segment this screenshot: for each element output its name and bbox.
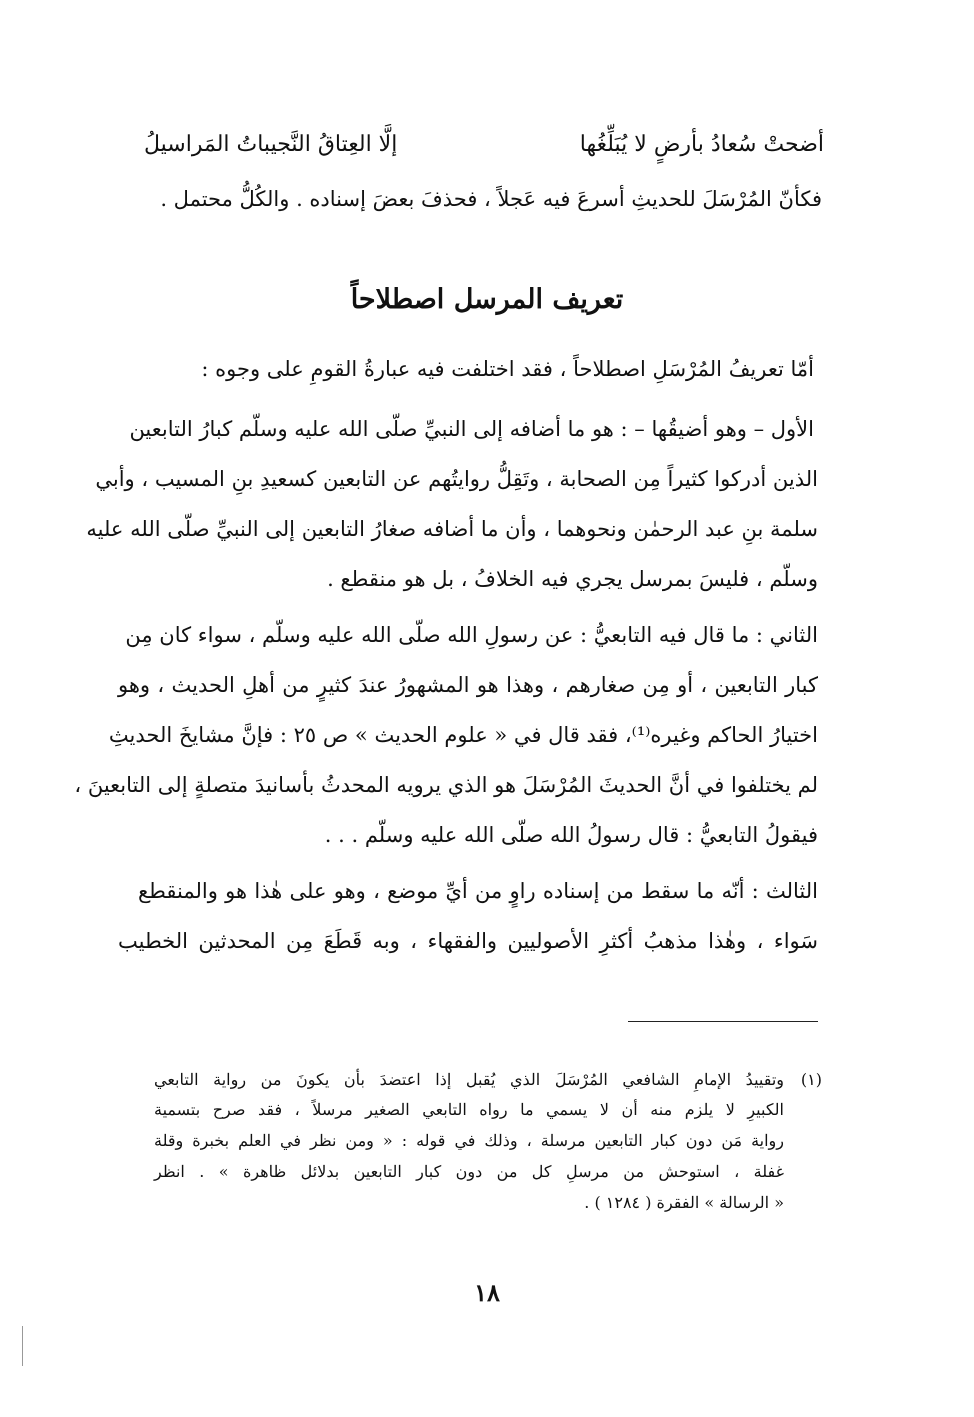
poem-first-hemistich: أضحتْ سُعادُ بأرضٍ لا يُبَلِّغُها <box>579 132 824 157</box>
paragraph-2-line: الأول – وهو أضيقُها – : هو ما أضافه إلى النبيِّ صلّى الله عليه وسلّم كبارُ التابعين <box>129 417 814 441</box>
paragraph-4-line: الثالث : أنّه ما سقط من إسناده راوٍ من أيِّ موضع ، وهو على هٰذا هو والمنقطع <box>138 879 818 903</box>
footnote-line: « الرسالة » الفقرة ( ١٢٨٤ ) . <box>584 1193 784 1212</box>
poem-verse <box>144 127 824 167</box>
paragraph-3-line: فيقولُ التابعيُّ : قال رسولُ الله صلّى الله عليه وسلّم . . . <box>324 823 818 847</box>
paragraph-1-line: أمّا تعريفُ المُرْسَلِ اصطلاحاً ، فقد اختلفت فيه عبارةُ القومِ على وجوه : <box>201 357 814 381</box>
paragraph-3-line: الثاني : ما قال فيه التابعيُّ : عن رسولِ الله صلّى الله عليه وسلّم ، سواء كان مِن <box>125 623 818 647</box>
paragraph-3-line: لم يختلفوا في أنَّ الحديثَ المُرْسَلَ هو الذي يرويه المحدثُ بأسانيدَ متصلةٍ إلى التابعينَ ، <box>74 773 818 797</box>
paragraph-2-line: الذين أدركوا كثيراً مِن الصحابة ، وتَقِلُّ روايتُهم عن التابعين كسعيدِ بنِ المسيب ، وأبي <box>95 467 818 491</box>
footnote-separator <box>628 1021 818 1022</box>
footnote-line: رواية مَن دون كبار التابعين مرسلة ، وذلك في قوله : « ومن نظر في العلم بخبرة وقلة <box>154 1131 784 1150</box>
intro-line: فكأنّ المُرْسَلَ للحديثِ أسرعَ فيه عَجلاً ، فحذفَ بعضَ إسناده . والكُلُّ محتمل . <box>160 187 822 211</box>
footnote-line: وتقييدُ الإمامِ الشافعي المُرْسَلَ الذي يُقبل إذا اعتضدَ بأن يكونَ من رواية التابعي <box>154 1070 784 1089</box>
poem-second-hemistich: إلَّا العِتاقُ النَّجيباتُ المَراسيلُ <box>144 132 398 157</box>
page-number: ١٨ <box>474 1278 500 1307</box>
paragraph-2-line: سلمة بنِ عبد الرحمٰن ونحوهما ، وأن ما أضافه صغارُ التابعين إلى النبيِّ صلّى الله عليه <box>86 517 818 541</box>
footnote-number: (١) <box>800 1070 822 1089</box>
paragraph-2-line: وسلّم ، فليسَ بمرسل يجري فيه الخلافُ ، بل هو منقطع . <box>327 567 818 591</box>
paragraph-3-line: اختيارُ الحاكم وغيره⁽¹⁾، فقد قال في « علوم الحديث » ص ٢٥ : فإنَّ مشايخَ الحديثِ <box>108 723 818 747</box>
scan-margin-mark <box>22 1326 24 1366</box>
footnote-line: الكبيرِ لا يلزم منه أن لا يسمي ما رواه التابعي الصغير مرسلاً ، فقد صرح بتسمية <box>154 1100 784 1119</box>
section-heading: تعريف المرسل اصطلاحاً <box>350 284 624 315</box>
footnote-line: غفلة ، استوحش من مرسلِ كل من دون كبار التابعين بدلائل ظاهرة » . انظر <box>154 1162 784 1181</box>
paragraph-3-line: كبار التابعين ، أو مِن صغارهم ، وهذا هو المشهورُ عندَ كثيرٍ من أهلِ الحديث ، وهو <box>118 673 818 697</box>
paragraph-4-line: سَواء ، وهٰذا مذهبُ أكثرِ الأصوليين والفقهاء ، وبه قَطَعَ مِن المحدثين الخطيب <box>118 929 818 953</box>
